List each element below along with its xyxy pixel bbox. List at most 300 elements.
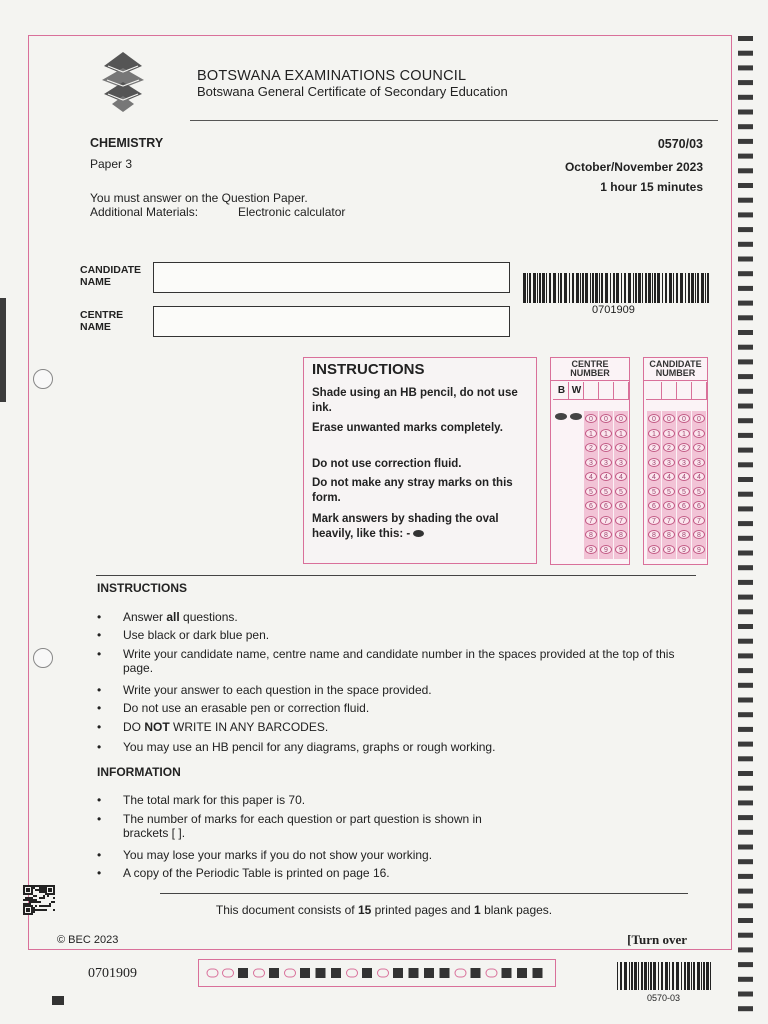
- digit-bubble[interactable]: 3: [585, 458, 597, 467]
- page-count-note: This document consists of 15 printed pages and 1 blank pages.: [215, 903, 553, 917]
- timing-mark: [738, 918, 753, 923]
- timing-mark: [738, 1006, 753, 1011]
- track-mark-filled: [316, 968, 326, 978]
- barcode-bar: [644, 962, 647, 990]
- timing-mark: [738, 51, 753, 56]
- timing-mark: [738, 624, 753, 629]
- barcode-bar: [701, 273, 704, 303]
- digit-bubble[interactable]: 8: [663, 530, 675, 539]
- barcode-bar: [582, 273, 584, 303]
- timing-mark: [738, 756, 753, 761]
- barcode-bar: [641, 962, 643, 990]
- digit-bubble[interactable]: 9: [693, 545, 705, 554]
- qr-module: [41, 891, 43, 893]
- qr-finder-core: [48, 888, 52, 892]
- bullet-icon: •: [97, 866, 102, 880]
- qr-module: [25, 897, 27, 899]
- shaded-oval-example-icon: [413, 530, 424, 537]
- track-mark-empty: [455, 969, 466, 977]
- barcode-bar: [617, 962, 618, 990]
- timing-mark: [738, 815, 753, 820]
- shading-instruction-5-text: Mark answers by shading the oval heavily, like this: -: [312, 513, 499, 540]
- materials-value: Electronic calculator: [238, 205, 346, 219]
- centre-prefix-letter: W: [571, 385, 582, 396]
- qr-module: [43, 887, 45, 889]
- barcode-bar: [688, 273, 690, 303]
- centre-number-heading-line1: CENTRE: [571, 359, 609, 369]
- qr-module: [41, 885, 43, 887]
- barcode-bar: [657, 273, 660, 303]
- information-heading: INFORMATION: [97, 765, 181, 779]
- digit-bubble[interactable]: 3: [663, 458, 675, 467]
- digit-bubble[interactable]: 5: [648, 487, 660, 496]
- timing-mark: [738, 551, 753, 556]
- track-mark-filled: [393, 968, 403, 978]
- digit-bubble[interactable]: 1: [615, 429, 627, 438]
- candidate-name-label-line1: CANDIDATE: [80, 264, 142, 276]
- digit-bubble[interactable]: 7: [615, 516, 627, 525]
- timing-mark: [738, 183, 753, 188]
- number-entry-cell[interactable]: [661, 382, 677, 400]
- barcode-bar: [560, 273, 562, 303]
- digit-bubble[interactable]: 6: [585, 501, 597, 510]
- digit-bubble[interactable]: 5: [678, 487, 690, 496]
- turn-over: [Turn over: [627, 932, 687, 947]
- barcode-bar: [576, 273, 579, 303]
- qr-module: [33, 885, 35, 887]
- information-item-1-text: The total mark for this paper is 70.: [123, 793, 306, 807]
- timing-marks: [738, 36, 754, 1016]
- qr-module: [37, 885, 39, 887]
- timing-mark: [738, 359, 753, 364]
- digit-bubble[interactable]: 0: [663, 414, 675, 423]
- digit-bubble[interactable]: 0: [678, 414, 690, 423]
- instruction-item-5: [97, 701, 683, 715]
- number-entry-cell[interactable]: [553, 382, 569, 400]
- track-mark-filled: [533, 968, 543, 978]
- qr-module: [39, 889, 41, 891]
- digit-bubble[interactable]: 5: [585, 487, 597, 496]
- digit-bubble[interactable]: 8: [600, 530, 612, 539]
- digit-bubble[interactable]: 2: [678, 443, 690, 452]
- digit-bubble[interactable]: 1: [678, 429, 690, 438]
- digit-bubble[interactable]: 2: [663, 443, 675, 452]
- qr-finder-core: [26, 888, 30, 892]
- digit-bubble[interactable]: 6: [648, 501, 660, 510]
- barcode-bar: [697, 273, 699, 303]
- timing-mark: [738, 830, 753, 835]
- barcode-bar: [676, 273, 678, 303]
- digit-bubble[interactable]: 4: [585, 472, 597, 481]
- barcode-bar: [580, 273, 581, 303]
- track-mark-filled: [269, 968, 279, 978]
- barcode-bar: [523, 273, 526, 303]
- digit-bubble[interactable]: 1: [585, 429, 597, 438]
- timing-mark: [738, 727, 753, 732]
- digit-bubble[interactable]: 1: [648, 429, 660, 438]
- qr-module: [41, 887, 43, 889]
- instruction-item-3: [97, 647, 693, 675]
- bullet-icon: •: [97, 647, 102, 661]
- barcode-number: 0701909: [592, 304, 635, 316]
- bullet-icon: •: [97, 793, 102, 807]
- instruction-item-4: [97, 683, 683, 697]
- qr-module: [35, 899, 37, 901]
- barcode-bar: [665, 962, 668, 990]
- qr-module: [41, 889, 43, 891]
- paper-code: 0570/03: [657, 137, 703, 151]
- qr-module: [33, 895, 35, 897]
- track-mark-empty: [378, 969, 389, 977]
- shading-instruction-2: Erase unwanted marks completely.: [312, 422, 503, 434]
- footer-barcode: [617, 962, 713, 990]
- bullet-icon: •: [97, 740, 102, 754]
- barcode-bar: [645, 273, 647, 303]
- barcode-bar: [601, 273, 603, 303]
- barcode-bar: [662, 273, 663, 303]
- digit-bubble[interactable]: 0: [600, 414, 612, 423]
- digit-bubble[interactable]: 2: [615, 443, 627, 452]
- timing-mark: [738, 404, 753, 409]
- barcode-bar: [638, 962, 639, 990]
- barcode-bar: [687, 962, 690, 990]
- barcode-bar: [695, 273, 696, 303]
- candidate-name-label: [80, 264, 141, 288]
- digit-bubble[interactable]: 4: [678, 472, 690, 481]
- centre-name-label: [80, 309, 123, 333]
- instructions-heading: INSTRUCTIONS: [97, 581, 187, 595]
- digit-bubble[interactable]: 5: [615, 487, 627, 496]
- digit-bubble[interactable]: 3: [600, 458, 612, 467]
- digit-bubble[interactable]: 7: [678, 516, 690, 525]
- candidate-name-field[interactable]: [153, 262, 510, 293]
- timing-mark: [738, 80, 753, 85]
- qr-module: [39, 897, 41, 899]
- digit-bubble[interactable]: 9: [663, 545, 675, 554]
- digit-bubble[interactable]: 9: [648, 545, 660, 554]
- qr-module: [37, 889, 39, 891]
- digit-bubble[interactable]: 3: [678, 458, 690, 467]
- timing-mark: [738, 492, 753, 497]
- digit-bubble[interactable]: 4: [615, 472, 627, 481]
- instruction-item-3-text: Write your candidate name, centre name and candidate number in the spaces provided at the top of this page.: [123, 647, 675, 675]
- digit-bubble[interactable]: 8: [615, 530, 627, 539]
- timing-mark: [738, 124, 753, 129]
- timing-mark: [738, 168, 753, 173]
- track-mark-empty: [207, 969, 218, 977]
- information-item-4-text: A copy of the Periodic Table is printed on page 16.: [123, 866, 390, 880]
- timing-mark: [738, 653, 753, 658]
- digit-bubble[interactable]: 2: [693, 443, 705, 452]
- qr-module: [39, 885, 41, 887]
- barcode-bar: [628, 273, 631, 303]
- digit-bubble[interactable]: 8: [648, 530, 660, 539]
- barcode-bar: [569, 273, 570, 303]
- bullet-icon: •: [97, 628, 102, 642]
- instruction-item-1: • Answer all questions.: [97, 610, 238, 624]
- track-mark-empty: [486, 969, 497, 977]
- barcode-bar: [685, 273, 686, 303]
- digit-bubble[interactable]: 3: [648, 458, 660, 467]
- timing-mark: [738, 639, 753, 644]
- digit-bubble[interactable]: 9: [585, 545, 597, 554]
- candidate-number-grid: [643, 357, 708, 565]
- timing-mark: [738, 257, 753, 262]
- barcode-bar: [676, 962, 679, 990]
- instruction-item-4-text: Write your answer to each question in the space provided.: [123, 683, 432, 697]
- barcode-bar: [650, 962, 652, 990]
- shading-instruction-4: Do not make any stray marks on this form.: [312, 477, 513, 504]
- qr-module: [27, 899, 29, 901]
- barcode-bar: [533, 273, 536, 303]
- barcode-bar: [590, 273, 591, 303]
- digit-bubble[interactable]: 2: [585, 443, 597, 452]
- digit-bubble[interactable]: 5: [663, 487, 675, 496]
- digit-bubble[interactable]: 9: [678, 545, 690, 554]
- qr-module: [43, 895, 45, 897]
- barcode-bar: [635, 273, 637, 303]
- digit-bubble[interactable]: 4: [600, 472, 612, 481]
- digit-bubble[interactable]: 0: [693, 414, 705, 423]
- barcode-bar: [680, 273, 683, 303]
- digit-bubble[interactable]: 8: [678, 530, 690, 539]
- barcode-bar: [610, 273, 611, 303]
- number-entry-cell[interactable]: [583, 382, 599, 400]
- centre-number-grid: [550, 357, 630, 565]
- digit-bubble[interactable]: 6: [693, 501, 705, 510]
- digit-bubble[interactable]: 6: [678, 501, 690, 510]
- barcode-bar: [621, 273, 622, 303]
- barcode-bar: [684, 962, 686, 990]
- qr-module: [35, 889, 37, 891]
- track-mark-filled: [517, 968, 527, 978]
- timing-mark: [738, 301, 753, 306]
- materials-label: Additional Materials:: [90, 205, 199, 219]
- number-entry-cell[interactable]: [568, 382, 584, 400]
- digit-bubble[interactable]: 2: [600, 443, 612, 452]
- timing-mark: [738, 786, 753, 791]
- candidate-number-heading: [644, 358, 707, 381]
- barcode-bar: [553, 273, 556, 303]
- digit-bubble[interactable]: 2: [648, 443, 660, 452]
- digit-bubble[interactable]: 7: [600, 516, 612, 525]
- footer-divider: [160, 893, 688, 894]
- shading-instruction-1: Shade using an HB pencil, do not use ink.: [312, 387, 518, 414]
- digit-bubble[interactable]: 0: [648, 414, 660, 423]
- barcode-bar: [599, 273, 600, 303]
- timing-mark: [738, 947, 753, 952]
- digit-bubble[interactable]: 7: [585, 516, 597, 525]
- section-divider: [96, 575, 696, 576]
- footer-barcode-number: 0570-03: [647, 993, 681, 1003]
- instruction-item-2: [97, 628, 683, 642]
- digit-bubble[interactable]: 4: [648, 472, 660, 481]
- barcode-bar: [629, 962, 630, 990]
- digit-bubble[interactable]: 7: [693, 516, 705, 525]
- barcode-bar: [529, 273, 531, 303]
- timing-mark: [738, 506, 753, 511]
- track-mark-filled: [300, 968, 310, 978]
- barcode-bar: [706, 962, 709, 990]
- digit-bubble[interactable]: 9: [600, 545, 612, 554]
- timing-mark: [738, 345, 753, 350]
- digit-bubble[interactable]: 6: [615, 501, 627, 510]
- page-tracking-marks: [198, 959, 556, 987]
- timing-mark: [738, 198, 753, 203]
- barcode-bar: [653, 962, 656, 990]
- timing-mark: [738, 477, 753, 482]
- qr-module: [35, 895, 37, 897]
- information-item-1: [97, 793, 523, 807]
- barcode-bar: [707, 273, 709, 303]
- number-entry-cell[interactable]: [613, 382, 629, 400]
- barcode-bar: [648, 273, 651, 303]
- timing-mark: [738, 462, 753, 467]
- barcode-bar: [642, 273, 643, 303]
- timing-mark: [738, 212, 753, 217]
- digit-bubble[interactable]: 0: [585, 414, 597, 423]
- digit-bubble[interactable]: 6: [663, 501, 675, 510]
- digit-bubble[interactable]: 7: [648, 516, 660, 525]
- digit-bubble[interactable]: 0: [615, 414, 627, 423]
- track-mark-filled: [238, 968, 248, 978]
- corner-marker: [52, 996, 64, 1005]
- information-item-3-text: You may lose your marks if you do not show your working.: [123, 848, 433, 862]
- barcode-bar: [665, 273, 667, 303]
- digit-bubble[interactable]: 8: [693, 530, 705, 539]
- timing-mark: [738, 889, 753, 894]
- timing-mark: [738, 389, 753, 394]
- bottom-page-number: 0701909: [88, 966, 137, 981]
- barcode-bar: [654, 273, 656, 303]
- timing-mark: [738, 242, 753, 247]
- timing-mark: [738, 977, 753, 982]
- barcode-bar: [693, 962, 695, 990]
- barcode-bar: [710, 962, 711, 990]
- digit-bubble[interactable]: 7: [663, 516, 675, 525]
- track-mark-filled: [331, 968, 341, 978]
- centre-number-heading-line2: NUMBER: [570, 368, 610, 378]
- timing-mark: [738, 95, 753, 100]
- timing-mark: [738, 668, 753, 673]
- barcode-bar: [634, 962, 637, 990]
- barcode-bar: [549, 273, 551, 303]
- centre-name-field[interactable]: [153, 306, 510, 337]
- digit-bubble[interactable]: 4: [663, 472, 675, 481]
- certificate-name: Botswana General Certificate of Secondary Education: [197, 84, 508, 99]
- timing-mark: [738, 448, 753, 453]
- timing-mark: [738, 330, 753, 335]
- barcode-bar: [697, 962, 700, 990]
- barcode-bar: [527, 273, 528, 303]
- barcode-bar: [542, 273, 545, 303]
- track-mark-filled: [409, 968, 419, 978]
- qr-module: [43, 889, 45, 891]
- barcode-bar: [605, 273, 608, 303]
- qr-module: [53, 897, 55, 899]
- track-mark-empty: [254, 969, 265, 977]
- exam-duration: 1 hour 15 minutes: [600, 180, 703, 194]
- digit-bubble[interactable]: 4: [693, 472, 705, 481]
- digit-bubble[interactable]: 8: [585, 530, 597, 539]
- qr-module: [41, 897, 43, 899]
- bullet-icon: •: [97, 848, 102, 862]
- qr-module: [29, 899, 31, 901]
- barcode-bar: [564, 273, 567, 303]
- timing-mark: [738, 800, 753, 805]
- bullet-icon: •: [97, 701, 102, 715]
- bullet-icon: •: [97, 683, 102, 697]
- timing-mark: [738, 227, 753, 232]
- barcode-bar: [572, 273, 574, 303]
- digit-bubble[interactable]: 1: [663, 429, 675, 438]
- header-divider: [190, 120, 718, 121]
- digit-bubble[interactable]: 5: [600, 487, 612, 496]
- qr-module: [43, 885, 45, 887]
- number-entry-cell[interactable]: [598, 382, 614, 400]
- timing-mark: [738, 536, 753, 541]
- centre-number-heading: [551, 358, 629, 381]
- information-item-3: [97, 848, 523, 862]
- number-entry-cell[interactable]: [691, 382, 707, 400]
- number-entry-cell[interactable]: [646, 382, 662, 400]
- information-item-2: [97, 812, 513, 840]
- digit-bubble[interactable]: 1: [600, 429, 612, 438]
- qr-module: [31, 897, 33, 899]
- digit-bubble[interactable]: 3: [693, 458, 705, 467]
- bullet-icon: •: [97, 812, 102, 826]
- timing-mark: [738, 845, 753, 850]
- digit-bubble[interactable]: 5: [693, 487, 705, 496]
- instruction-item-6: • DO NOT WRITE IN ANY BARCODES.: [97, 720, 329, 734]
- qr-module: [33, 887, 35, 889]
- answer-note: You must answer on the Question Paper.: [90, 191, 308, 205]
- qr-module: [29, 897, 31, 899]
- number-entry-cell[interactable]: [676, 382, 692, 400]
- timing-mark: [738, 962, 753, 967]
- qr-module: [23, 899, 25, 901]
- side-binding-strip: [0, 298, 6, 402]
- digit-bubble[interactable]: 6: [600, 501, 612, 510]
- timing-mark: [738, 154, 753, 159]
- barcode-bar: [631, 962, 633, 990]
- track-mark-filled: [440, 968, 450, 978]
- barcode-bar: [624, 962, 627, 990]
- candidate-barcode: [523, 273, 710, 303]
- timing-mark: [738, 992, 753, 997]
- timing-mark: [738, 580, 753, 585]
- digit-bubble[interactable]: 9: [615, 545, 627, 554]
- information-item-2-text: The number of marks for each question or part question is shown in brackets [ ].: [123, 812, 482, 840]
- timing-mark: [738, 698, 753, 703]
- additional-materials: [90, 205, 345, 219]
- barcode-bar: [648, 962, 649, 990]
- shaded-oval: [555, 413, 567, 420]
- barcode-bar: [681, 962, 682, 990]
- timing-mark: [738, 315, 753, 320]
- barcode-bar: [638, 273, 641, 303]
- qr-module: [39, 891, 41, 893]
- barcode-bar: [669, 273, 672, 303]
- barcode-bar: [537, 273, 538, 303]
- barcode-bar: [691, 962, 692, 990]
- digit-bubble[interactable]: 3: [615, 458, 627, 467]
- timing-mark: [738, 65, 753, 70]
- exam-session: October/November 2023: [564, 160, 703, 174]
- digit-bubble[interactable]: 1: [693, 429, 705, 438]
- instruction-item-7-text: You may use an HB pencil for any diagrams, graphs or rough working.: [123, 740, 496, 754]
- timing-mark: [738, 110, 753, 115]
